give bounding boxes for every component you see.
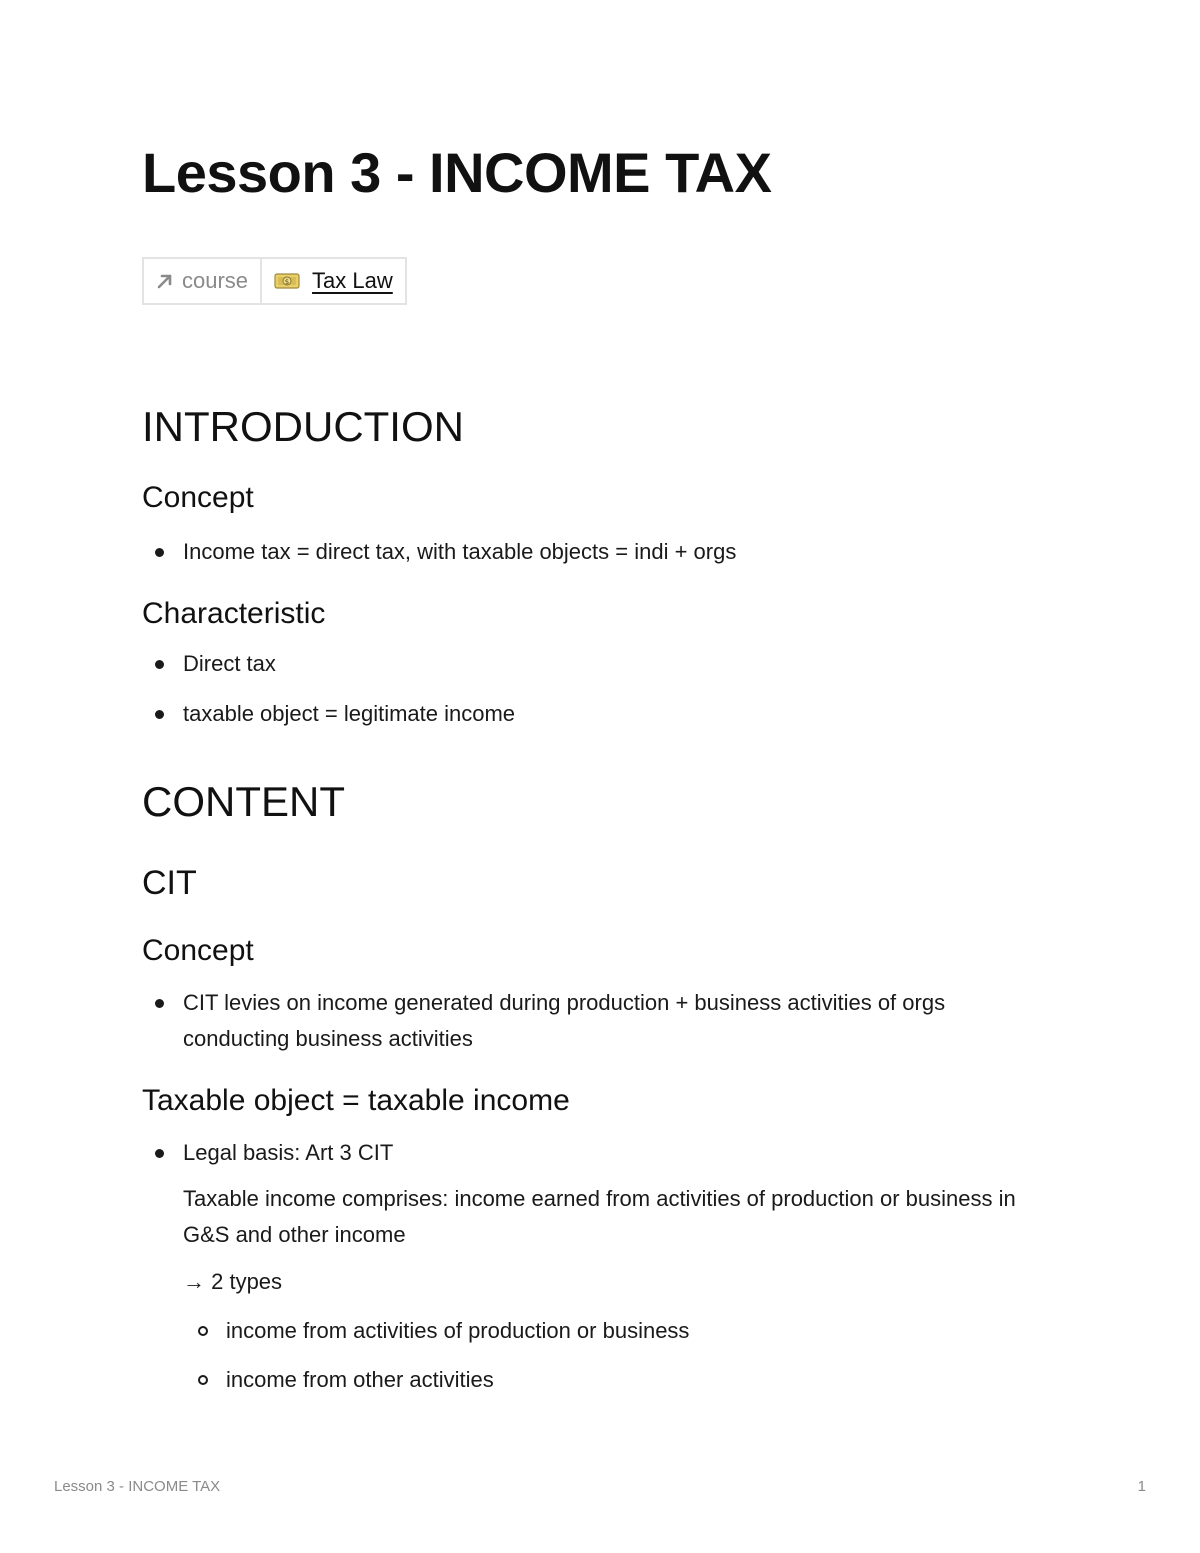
- list-item: [142, 696, 1022, 732]
- bullet-dot: [155, 710, 164, 719]
- svg-text:$: $: [284, 278, 290, 286]
- list-item: [142, 646, 1022, 682]
- list-item-text: taxable object = legitimate income: [183, 701, 516, 726]
- property-table: [142, 257, 407, 305]
- subheading-taxable-object: Taxable object = taxable income: [142, 1084, 570, 1117]
- list-item-text: Direct tax: [183, 651, 276, 676]
- subheading-cit-concept: Concept: [142, 934, 254, 967]
- subheading-concept: Concept: [142, 481, 254, 514]
- bullet-dot: [155, 1149, 164, 1158]
- paragraph-taxable-income: Taxable income comprises: income earned from activities of production or business in G&S and other income: [183, 1186, 1016, 1247]
- sub-list-item: [183, 1313, 1023, 1349]
- subheading-cit: CIT: [142, 864, 197, 902]
- property-value[interactable]: [262, 259, 405, 303]
- list-item-text: CIT levies on income generated during production + business activities of orgs conducting business activities: [183, 990, 946, 1051]
- list-item: [142, 985, 1022, 1057]
- course-link[interactable]: Tax Law: [312, 268, 393, 293]
- list-item: [142, 1135, 1022, 1171]
- money-bill-icon: [274, 272, 300, 290]
- list-item-text: Income tax = direct tax, with taxable objects = indi + orgs: [183, 539, 737, 564]
- footer-page-number: 1: [1137, 1478, 1146, 1495]
- sub-list-item-text: income from activities of production or business: [226, 1318, 690, 1343]
- bullet-dot: [155, 548, 164, 557]
- section-heading-content: CONTENT: [142, 778, 345, 825]
- page-title: Lesson 3 - INCOME TAX: [142, 141, 772, 204]
- arrow-up-right-icon: [156, 272, 174, 290]
- bullet-dot: [155, 660, 164, 669]
- bullet-dot: [155, 999, 164, 1008]
- subheading-characteristic: Characteristic: [142, 597, 326, 630]
- paragraph-types: → 2 types: [183, 1269, 283, 1294]
- bullet-ring: [198, 1326, 208, 1336]
- sub-list-item: [183, 1362, 1023, 1398]
- property-name-label: course: [182, 268, 249, 293]
- property-name: [144, 259, 262, 303]
- section-heading-introduction: INTRODUCTION: [142, 403, 464, 450]
- footer-doc-title: Lesson 3 - INCOME TAX: [54, 1478, 221, 1495]
- bullet-ring: [198, 1375, 208, 1385]
- list-item: [142, 534, 1022, 570]
- sub-list-item-text: income from other activities: [226, 1367, 494, 1392]
- list-item-text: Legal basis: Art 3 CIT: [183, 1140, 394, 1165]
